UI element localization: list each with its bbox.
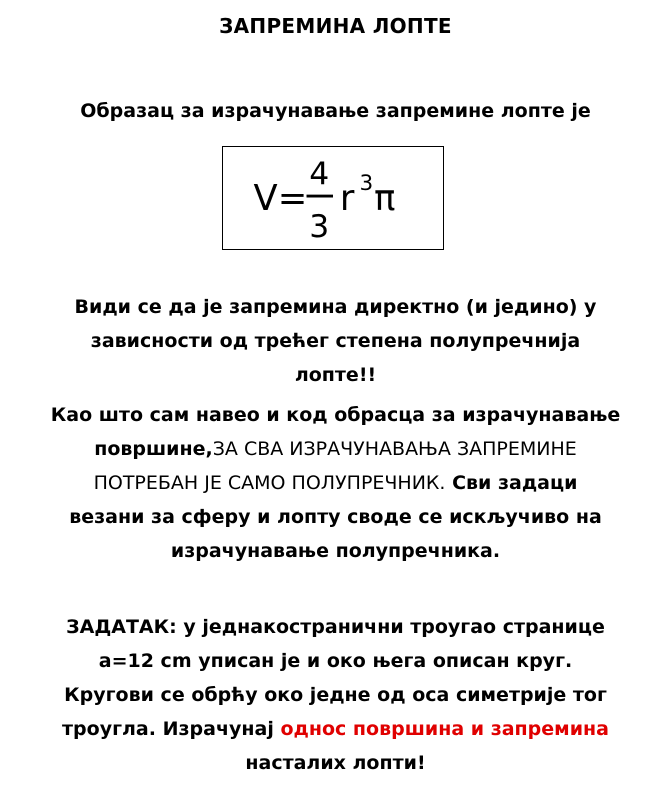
paragraph-line: Кругови се обрћу око једне од оса симетрије тог	[64, 684, 607, 706]
emphasis-caps: ЗА СВА ИЗРАЧУНАВАЊА ЗАПРЕМИНЕ	[212, 438, 577, 460]
paragraph-line	[40, 432, 631, 466]
paragraph-line	[40, 712, 631, 746]
formula-box	[222, 146, 444, 250]
page-title: ЗАПРЕМИНА ЛОПТЕ	[219, 14, 452, 38]
intro-text: Образац за израчунавање запремине лопте је	[80, 100, 591, 122]
paragraph-dependence	[50, 290, 621, 392]
paragraph-line: зависности од трећег степена полупречнија	[90, 330, 581, 352]
formula-numerator: 4	[309, 156, 330, 193]
formula-exponent: 3	[359, 171, 374, 197]
paragraph-line: везани за сферу и лопту своде се искључиво на	[69, 506, 602, 528]
emphasis-caps: ПОТРЕБАН ЈЕ САМО ПОЛУПРЕЧНИК.	[93, 472, 446, 494]
paragraph-line: ЗАДАТАК: у једнакостранични троугао странице	[66, 616, 605, 638]
paragraph-line	[40, 466, 631, 500]
paragraph-radius-note	[40, 398, 631, 568]
paragraph-text: троугла. Израчунај	[62, 718, 281, 740]
paragraph-line: лопте!!	[294, 364, 377, 386]
formula-pi: π	[374, 177, 396, 219]
paragraph-line: Као што сам навео и код обрасца за израчунавање	[50, 404, 621, 426]
paragraph-line: насталих лопти!	[245, 752, 426, 774]
paragraph-line: a=12 cm уписан је и око њега описан круг.	[98, 650, 573, 672]
formula-denominator: 3	[309, 209, 330, 246]
paragraph-text: површине,	[94, 438, 213, 460]
task-paragraph	[40, 610, 631, 780]
formula-lhs: V=	[253, 177, 308, 219]
sphere-volume-formula	[223, 147, 443, 249]
paragraph-text: Сви задаци	[445, 472, 578, 494]
paragraph-line: израчунавање полупречника.	[170, 540, 501, 562]
paragraph-line: Види се да је запремина директно (и једино) у	[74, 296, 597, 318]
highlighted-text: однос површина и запремина	[280, 718, 609, 740]
formula-base: r	[339, 177, 355, 219]
